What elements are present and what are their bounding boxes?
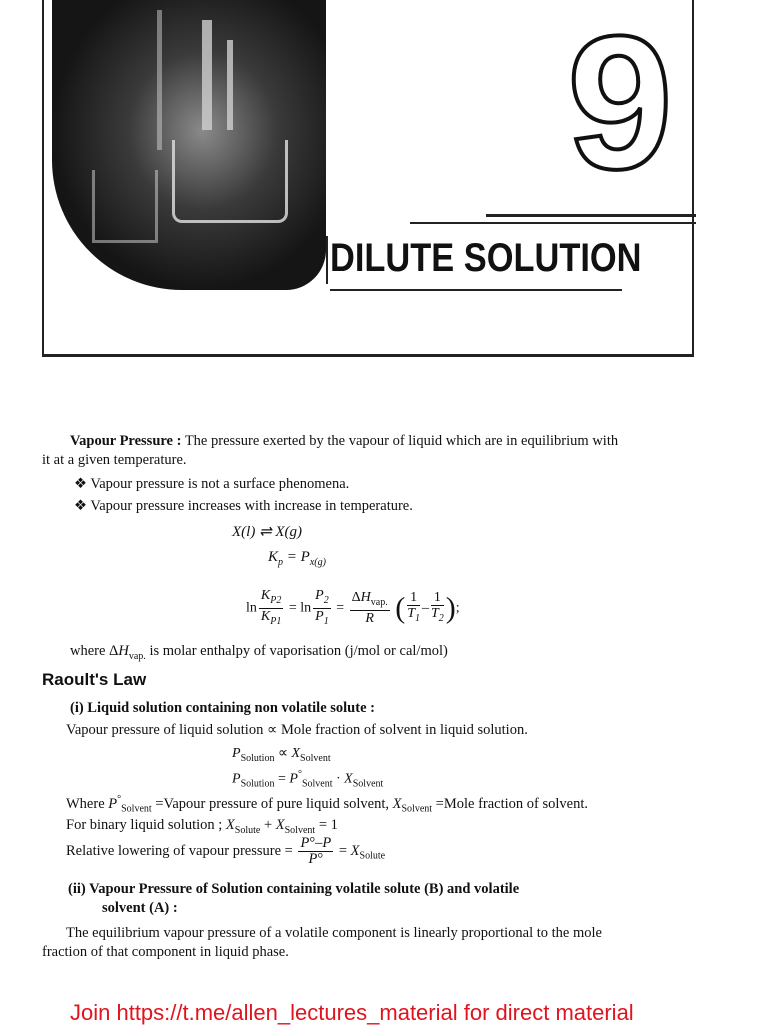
case1-heading: (i) Liquid solution containing non volatile solute : xyxy=(70,700,375,716)
header-rule xyxy=(410,222,696,224)
bullet-text: Vapour pressure is not a surface phenomena. xyxy=(90,476,350,492)
telegram-join-link[interactable]: Join https://t.me/allen_lectures_material for direct material xyxy=(70,1000,634,1025)
bullet-text: Vapour pressure increases with increase in temperature. xyxy=(90,498,413,514)
title-underline xyxy=(330,289,622,291)
section-heading-raoult: Raoult's Law xyxy=(42,670,147,689)
binary-solution: For binary liquid solution ; $X_{Solute} + X_{Solvent} = 1$ xyxy=(66,817,338,836)
equation-clausius: ln $\frac{K_{P2}}{K_{P1}}$ = ln $\frac{P_2}{P_1}$ = $\frac{\Delta H_{vap.}}{R}$ ( $\frac{1}{T_1}$ – $\frac{1}{T_2}$ ); xyxy=(246,588,460,627)
vapour-pressure-definition xyxy=(70,432,710,451)
equation-kp: $K_p = P_{x(g)}$ xyxy=(268,549,326,568)
header-rule xyxy=(486,214,696,217)
photo-beaker xyxy=(172,140,288,223)
definition-text: The pressure exerted by the vapour of liquid which are in equilibrium with xyxy=(184,433,619,449)
bullet-item xyxy=(74,475,349,494)
photo-beaker xyxy=(92,170,158,243)
bullet-item xyxy=(74,497,413,516)
bullet-icon: ❖ xyxy=(74,498,91,514)
chapter-photo xyxy=(52,0,326,290)
case1-text: Vapour pressure of liquid solution ∝ Mole fraction of solvent in liquid solution. xyxy=(66,722,528,738)
where-b: =Vapour pressure of pure liquid solvent, xyxy=(151,795,393,812)
enthalpy-note: where $\Delta H_{vap.}$ is molar enthalpy of vaporisation (j/mol or cal/mol) xyxy=(70,643,448,662)
equation-raoult: $P_{Solution} = P^\circ_{Solvent} \cdot X_{Solvent}$ xyxy=(232,769,384,790)
where-a: Where xyxy=(66,795,109,812)
photo-tube xyxy=(157,10,162,150)
case2-text-line1: The equilibrium vapour pressure of a volatile component is linearly proportional to the mole xyxy=(66,925,602,941)
where-prefix: where xyxy=(70,643,110,659)
chapter-title: DILUTE SOLUTION xyxy=(330,236,642,280)
where-definitions: Where $P^\circ_{Solvent}$ =Vapour pressure of pure liquid solvent, $X_{Solvent}$ =Mole fraction of solvent. xyxy=(66,794,589,815)
definition-continuation: it at a given temperature. xyxy=(42,452,187,468)
binary-label: For binary liquid solution ; xyxy=(66,817,226,833)
relative-lowering: Relative lowering of vapour pressure = $\frac{P^\circ-P}{P^\circ}$ = $X_{Solute}$ xyxy=(66,835,386,867)
term-vapour-pressure: Vapour Pressure : xyxy=(70,433,182,449)
photo-tube xyxy=(227,40,233,130)
case2-heading-line1: (ii) Vapour Pressure of Solution containing volatile solute (B) and volatile xyxy=(68,881,520,897)
equation-proportional: $P_{Solution} \propto X_{Solvent}$ xyxy=(232,746,331,764)
case2-text-line2: fraction of that component in liquid phase. xyxy=(42,944,289,960)
equation-equilibrium: X(l) ⇌ X(g) xyxy=(232,524,303,540)
case2-heading-line2: solvent (A) : xyxy=(102,900,178,916)
chapter-number: 9 xyxy=(567,0,673,209)
photo-tube xyxy=(202,20,212,130)
where-c: =Mole fraction of solvent. xyxy=(432,795,589,812)
where-suffix: is molar enthalpy of vaporisation (j/mol or cal/mol) xyxy=(145,643,448,659)
bullet-icon: ❖ xyxy=(74,476,91,492)
relative-label: Relative lowering of vapour pressure = xyxy=(66,842,297,859)
title-marker xyxy=(326,236,328,284)
